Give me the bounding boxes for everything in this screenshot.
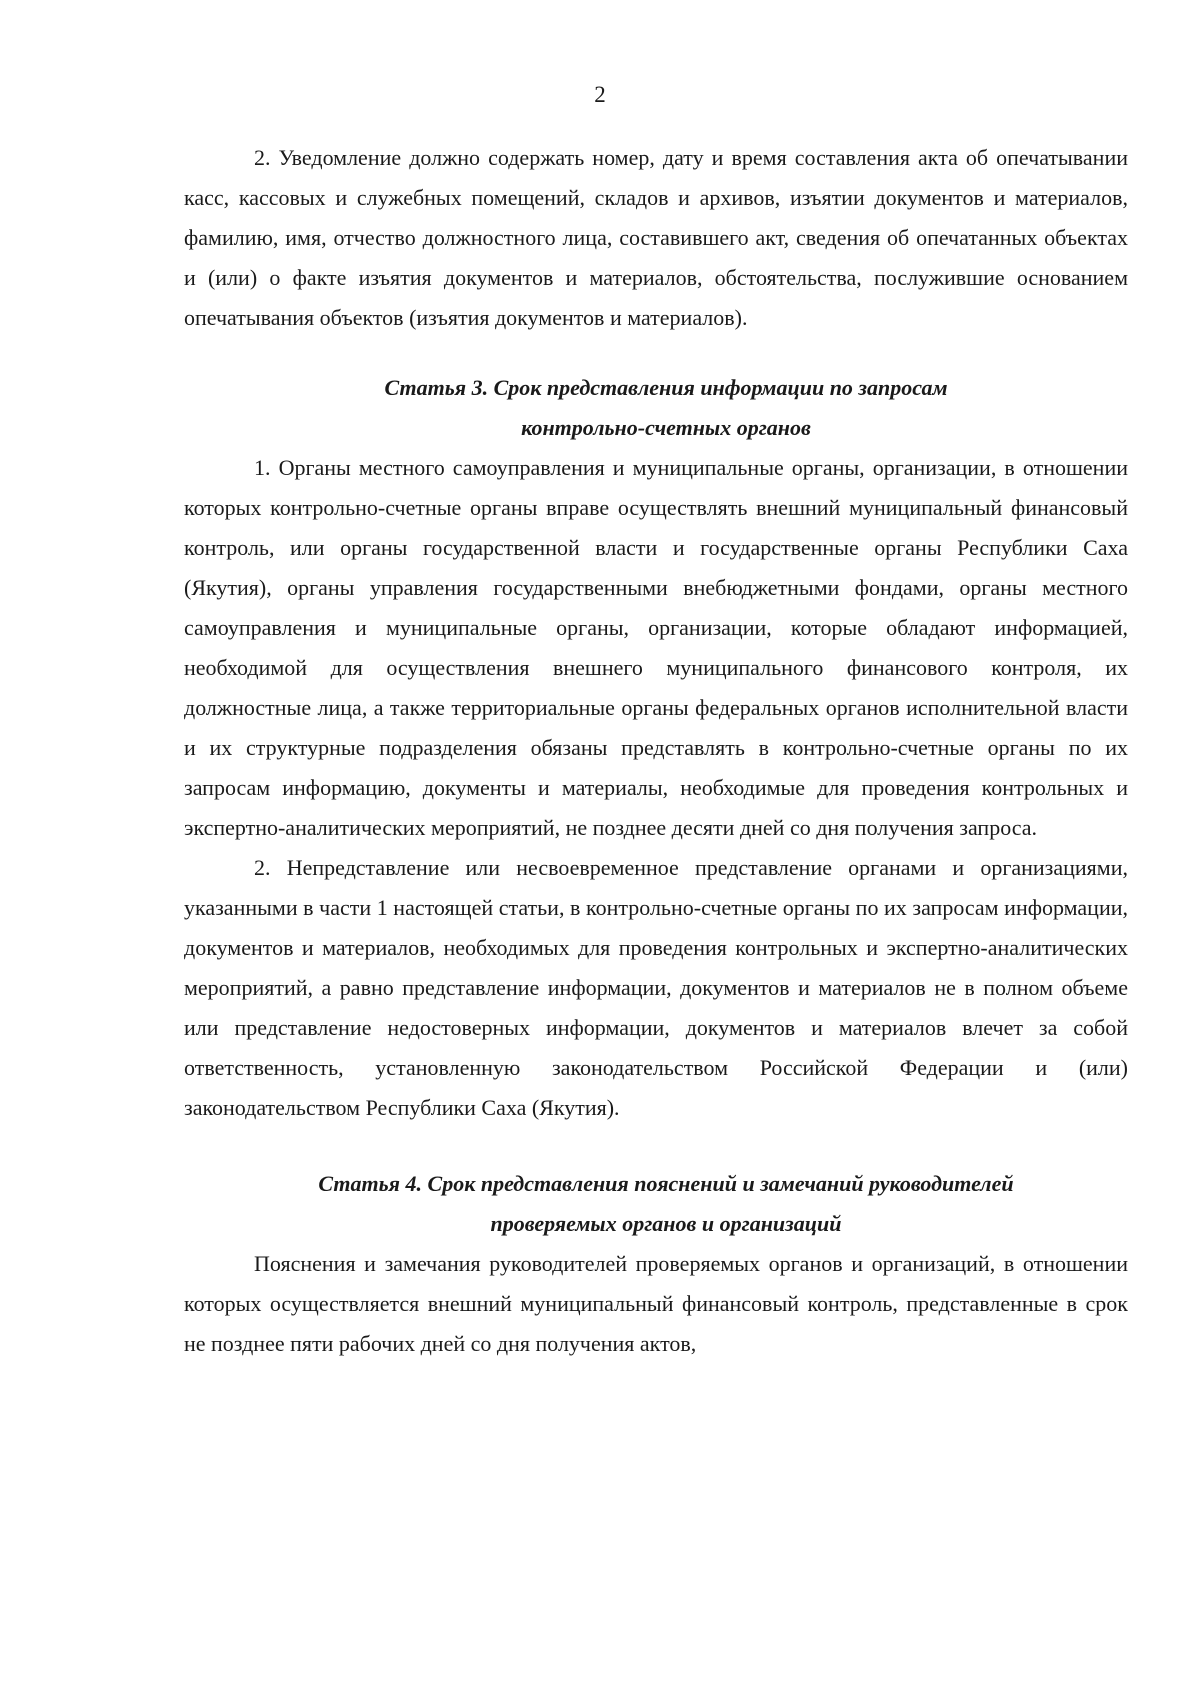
- paragraph-article2-item2: 2. Уведомление должно содержать номер, дату и время составления акта об опечатывании касс, кассовых и служебных помещений, складов и архивов, изъятии документов и материалов, фамилию, имя, отчество должностного лица, составившего акт, сведения об опечатанных объектах и (или) о факте изъятия документов и материалов, обстоятельства, послужившие основанием опечатывания объектов (изъятия документов и материалов).: [184, 145, 1128, 330]
- document-body: [184, 138, 1128, 1364]
- article4-heading-line2: проверяемых органов и организаций: [490, 1211, 842, 1236]
- paragraph-article4-item1: Пояснения и замечания руководителей проверяемых органов и организаций, в отношении которых осуществляется внешний муниципальный финансовый контроль, представленные в срок не позднее пяти рабочих дней со дня получения актов,: [184, 1251, 1128, 1356]
- paragraph-article3-item1: 1. Органы местного самоуправления и муниципальные органы, организации, в отношении которых контрольно-счетные органы вправе осуществлять внешний муниципальный финансовый контроль, или органы государственной власти и государственные органы Республики Саха (Якутия), органы управления государственными внебюджетными фондами, органы местного самоуправления и муниципальные органы, организации, которые обладают информацией, необходимой для осуществления внешнего муниципального финансового контроля, их должностные лица, а также территориальные органы федеральных органов исполнительной власти и их структурные подразделения обязаны представлять в контрольно-счетные органы по их запросам информацию, документы и материалы, необходимые для проведения контрольных и экспертно-аналитических мероприятий, не позднее десяти дней со дня получения запроса.: [184, 455, 1128, 840]
- article3-heading-line1: Статья 3. Срок представления информации по запросам: [384, 375, 948, 400]
- page-number: 2: [594, 82, 606, 107]
- article4-heading: [184, 1164, 1128, 1244]
- article4-heading-line1: Статья 4. Срок представления пояснений и замечаний руководителей: [318, 1171, 1014, 1196]
- article3-heading-line2: контрольно-счетных органов: [521, 415, 811, 440]
- article3-heading: [184, 368, 1128, 448]
- paragraph-article3-item2: 2. Непредставление или несвоевременное представление органами и организациями, указанными в части 1 настоящей статьи, в контрольно-счетные органы по их запросам информации, документов и материалов, необходимых для проведения контрольных и экспертно-аналитических мероприятий, а равно представление информации, документов и материалов не в полном объеме или представление недостоверных информации, документов и материалов влечет за собой ответственность, установленную законодательством Российской Федерации и (или) законодательством Республики Саха (Якутия).: [184, 855, 1128, 1120]
